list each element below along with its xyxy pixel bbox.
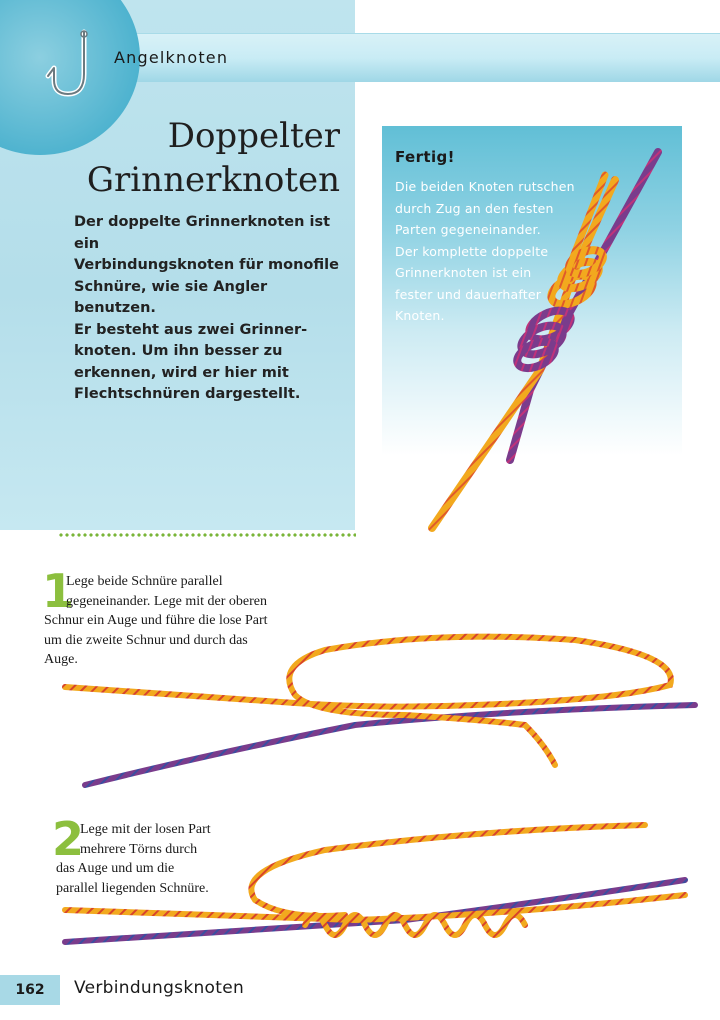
- step-1-photo: [55, 625, 705, 800]
- step-line: gegeneinander. Lege mit der oberen: [66, 593, 267, 609]
- step-line: Schnur ein Auge und führe die lose Part: [44, 613, 268, 628]
- step-line: Lege beide Schnüre parallel: [66, 574, 223, 589]
- step-2-photo: [55, 820, 705, 970]
- intro-line: Schnüre, wie sie Angler benutzen.: [74, 278, 268, 316]
- finished-line: Der komplette doppelte: [395, 243, 549, 259]
- fish-hook-icon: [44, 28, 104, 100]
- step-line: Auge.: [44, 652, 78, 667]
- intro-line: Er besteht aus zwei Grinner-: [74, 321, 308, 338]
- page-title: [60, 114, 340, 202]
- finished-line: durch Zug an den festen: [395, 200, 554, 216]
- step-number: 1: [42, 564, 75, 618]
- intro-line: knoten. Um ihn besser zu: [74, 343, 283, 359]
- step-line: um die zweite Schnur und durch das: [44, 632, 248, 648]
- finished-line: Grinnerknoten ist ein: [395, 265, 532, 280]
- finished-line: Die beiden Knoten rutschen: [395, 179, 575, 194]
- title-line: Doppelter: [167, 116, 340, 156]
- step-line: parallel liegenden Schnüre.: [56, 880, 209, 896]
- title-line: Grinnerknoten: [86, 160, 340, 200]
- dotted-divider: [58, 532, 356, 538]
- section-label: Angelknoten: [114, 48, 229, 67]
- step-number: 2: [52, 812, 85, 866]
- intro-text: [74, 212, 344, 406]
- finished-line: Parten gegeneinander.: [395, 222, 541, 237]
- intro-line: Der doppelte Grinnerknoten ist ein: [74, 214, 331, 252]
- finished-text: [395, 176, 595, 327]
- intro-line: Verbindungsknoten für monofile: [74, 257, 339, 273]
- finished-line: Knoten.: [395, 308, 445, 323]
- step-line: das Auge und um die: [56, 861, 175, 876]
- step-line: Lege mit der losen Part: [80, 822, 211, 837]
- finished-title: Fertig!: [395, 148, 455, 166]
- chapter-label: Verbindungsknoten: [74, 978, 245, 998]
- finished-line: fester und dauerhafter: [395, 286, 542, 302]
- intro-line: erkennen, wird er hier mit: [74, 364, 289, 381]
- intro-line: Flechtschnüren dargestellt.: [74, 386, 301, 402]
- step-line: mehrere Törns durch: [80, 841, 198, 857]
- page-number: 162: [0, 975, 60, 1005]
